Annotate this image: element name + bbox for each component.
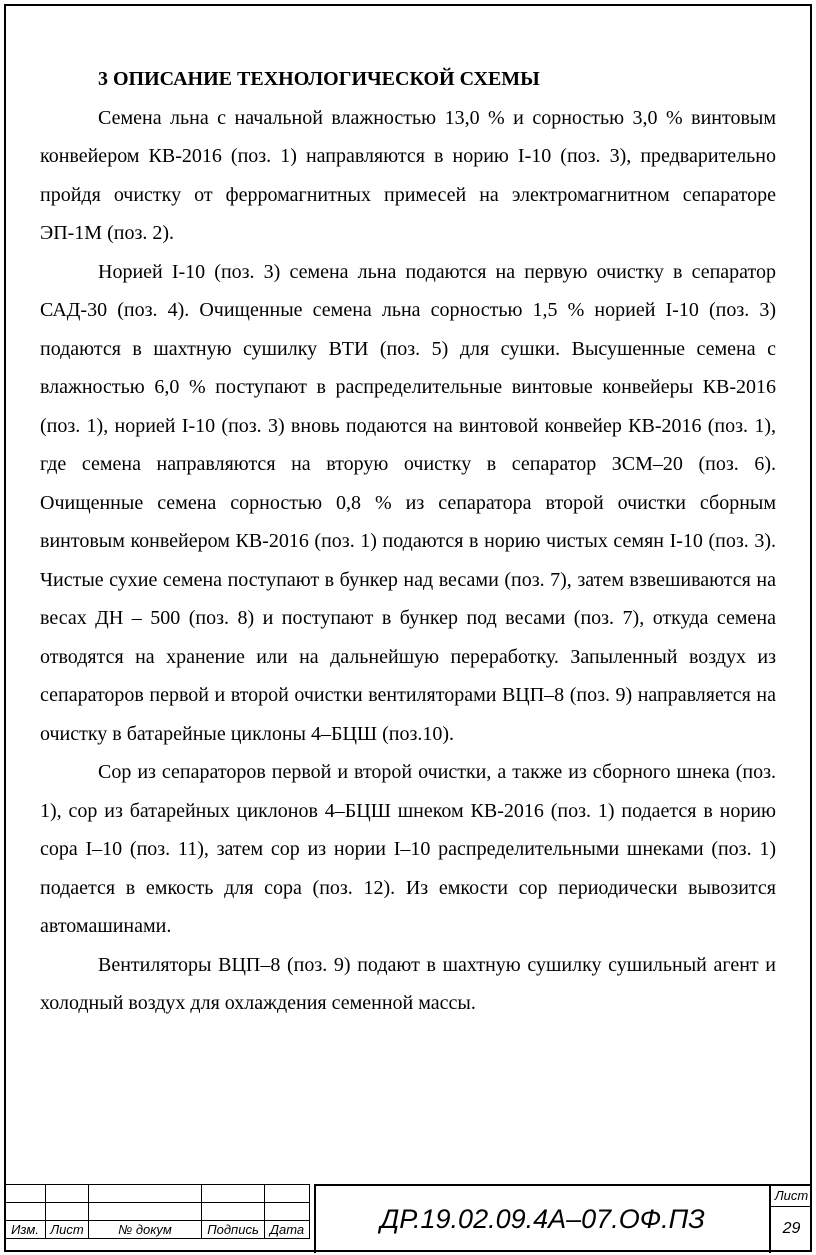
section-heading: 3 ОПИСАНИЕ ТЕХНОЛОГИЧЕСКОЙ СХЕМЫ <box>98 68 540 90</box>
title-block <box>4 1184 812 1253</box>
paragraph-1: Семена льна с начальной влажностью 13,0 % и сорностью 3,0 % винтовым конвейером КВ-2016 (поз. 1) направляются в норию I-10 (поз. 3), предварительно пройдя очистку от ферромагнитных примесей на электромагнитном сепараторе ЭП-1М (поз. 2). <box>40 106 776 244</box>
col-sign-label: Подпись <box>202 1221 265 1239</box>
sheet-box <box>769 1184 812 1253</box>
revision-table <box>4 1184 310 1239</box>
paragraph-4: Вентиляторы ВЦП–8 (поз. 9) подают в шахтную сушилку сушильный агент и холодный воздух для охлаждения семенной массы. <box>40 953 776 1014</box>
paragraph-3: Сор из сепараторов первой и второй очистки, а также из сборного шнека (поз. 1), сор из батарейных циклонов 4–БЦШ шнеком КВ-2016 (поз. 1) подается в норию сора I–10 (поз. 11), затем сор из нории I–10 распределительными шнеками (поз. 1) подается в емкость для сора (поз. 12). Из емкости сор периодически вывозится автомашинами. <box>40 761 776 937</box>
paragraph-2: Норией I-10 (поз. 3) семена льна подаются на первую очистку в сепаратор САД-30 (поз. 4). Очищенные семена льна сорностью 1,5 % норией I-10 (поз. 3) подаются в шахтную сушилку ВТИ (поз. 5) для сушки. Высушенные семена с влажностью 6,0 % поступают в распределительные винтовые конвейеры КВ-2016 (поз. 1), норией I-10 (поз. 3) вновь подаются на винтовой конвейер КВ-2016 (поз. 1), где семена направляются на вторую очистку в сепаратор ЗСМ–20 (поз. 6). Очищенные семена сорностью 0,8 % из сепаратора второй очистки сборным винтовым конвейером КВ-2016 (поз. 1) подаются в норию чистых семян I-10 (поз. 3). Чистые сухие семена поступают в бункер над весами (поз. 7), затем взвешиваются на весах ДН – 500 (поз. 8) и поступают в бункер под весами (поз. 7), откуда семена отводятся на хранение или на дальнейшую переработку. Запыленный воздух из сепараторов первой и второй очистки вентиляторами ВЦП–8 (поз. 9) направляется на очистку в батарейные циклоны 4–БЦШ (поз.10). <box>40 260 776 745</box>
sheet-number: 29 <box>782 1220 801 1237</box>
col-izm-label: Изм. <box>5 1221 46 1239</box>
document-body <box>40 60 776 1023</box>
col-date-label: Дата <box>265 1221 310 1239</box>
col-list-label: Лист <box>46 1221 89 1239</box>
sheet-label: Лист <box>771 1186 812 1207</box>
col-doc-label: № докум <box>89 1221 202 1239</box>
document-code: ДР.19.02.09.4А–07.ОФ.ПЗ <box>314 1184 769 1253</box>
